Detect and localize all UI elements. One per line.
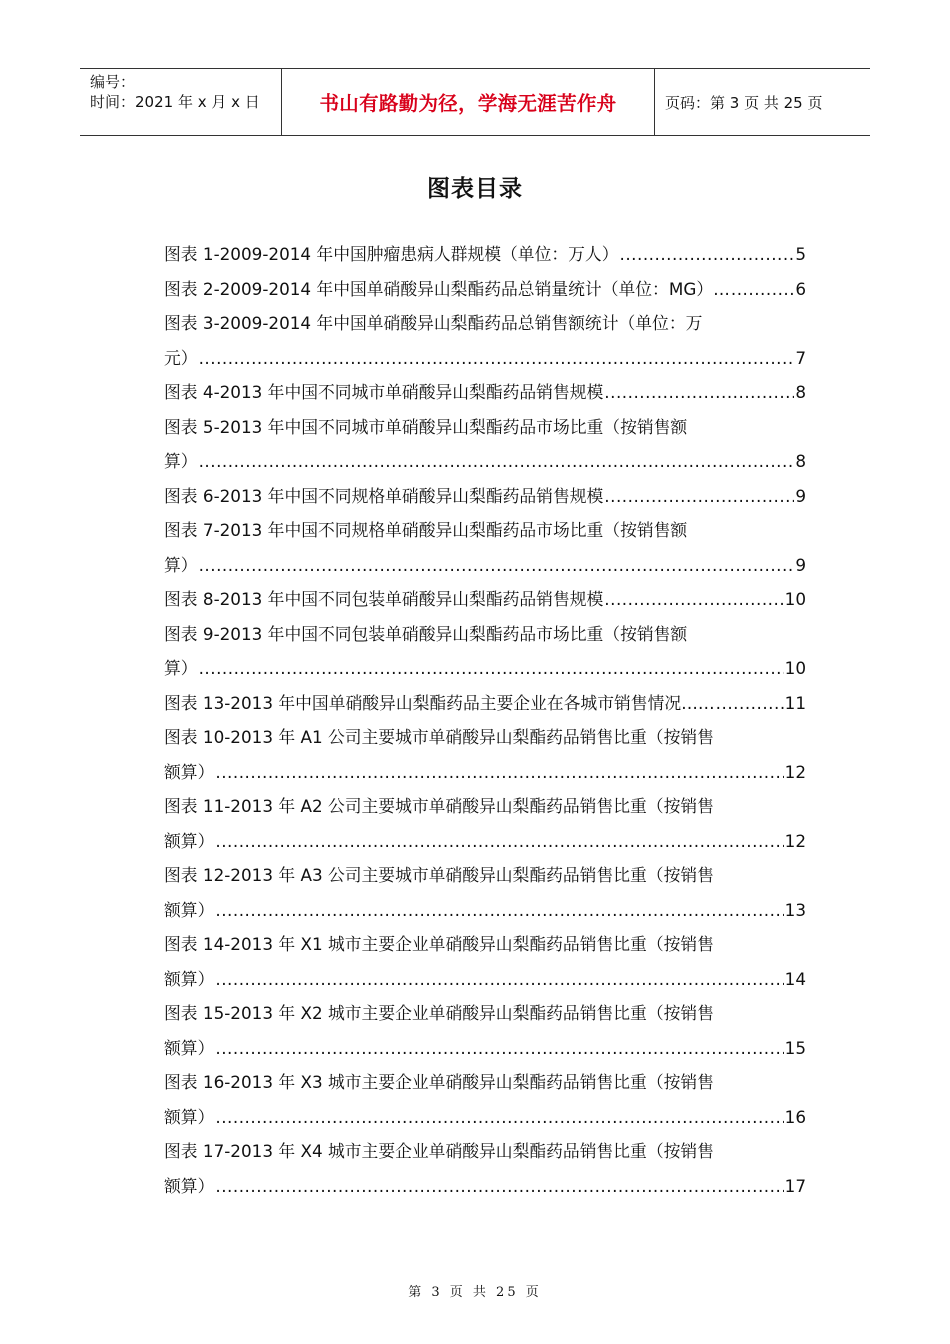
- toc-page-number: 8: [795, 451, 806, 471]
- toc-entry-line: [164, 996, 806, 1031]
- toc-dot-leader: [731, 272, 794, 307]
- toc-entry-line: [164, 341, 806, 376]
- toc-entry-line: [164, 272, 806, 307]
- toc-entry-line: [164, 1169, 806, 1204]
- toc-entry[interactable]: [164, 686, 806, 721]
- header-motto: 书山有路勤为径，学海无涯苦作舟: [282, 69, 655, 135]
- toc-entry-line: [164, 755, 806, 790]
- toc-entry[interactable]: [164, 306, 806, 375]
- toc-entry[interactable]: [164, 720, 806, 789]
- header-page-info: 页码：第 3 页 共 25 页: [665, 93, 823, 112]
- toc-entry[interactable]: [164, 410, 806, 479]
- toc-entry[interactable]: [164, 582, 806, 617]
- toc-page-number: 17: [784, 1175, 806, 1196]
- toc-entry-line: [164, 1100, 806, 1135]
- toc-entry[interactable]: [164, 1065, 806, 1134]
- toc-entry-line: [164, 1065, 806, 1100]
- toc-entry-text: 图表 4-2013 年中国不同城市单硝酸异山梨酯药品销售规模: [164, 382, 604, 402]
- toc-entry-text: 图表 1-2009-2014 年中国肿瘤患病人群规模（单位：万人）: [164, 244, 619, 264]
- toc-dot-leader: [215, 755, 783, 790]
- toc-entry-line: [164, 789, 806, 824]
- toc-page-number: 12: [784, 761, 806, 782]
- toc-entry[interactable]: [164, 927, 806, 996]
- toc-entry-text: 图表 15-2013 年 X2 城市主要企业单硝酸异山梨酯药品销售比重（按销售: [164, 1003, 714, 1023]
- toc-entry-line: [164, 237, 806, 272]
- toc-entry-continuation: 算）: [164, 658, 198, 678]
- document-date: 时间：2021 年 x 月 x 日: [90, 93, 260, 111]
- toc-entry-text: 图表 3-2009-2014 年中国单硝酸异山梨酯药品总销售额统计（单位：万: [164, 313, 703, 333]
- toc-page-number: 12: [784, 830, 806, 851]
- toc-page-number: 9: [795, 554, 806, 575]
- toc-entry-line: [164, 306, 806, 341]
- toc-entry-text: 图表 16-2013 年 X3 城市主要企业单硝酸异山梨酯药品销售比重（按销售: [164, 1072, 714, 1092]
- toc-entry-text: 图表 13-2013 年中国单硝酸异山梨酯药品主要企业在各城市销售情况……: [164, 692, 715, 713]
- toc-dot-leader: [199, 341, 795, 376]
- toc-entry[interactable]: [164, 272, 806, 307]
- toc-page-number: 10: [784, 658, 806, 678]
- toc-dot-leader: [215, 1169, 783, 1204]
- toc-entry-line: [164, 962, 806, 997]
- toc-entry-text: 图表 6-2013 年中国不同规格单硝酸异山梨酯药品销售规模: [164, 485, 604, 506]
- toc-entry-text: 图表 9-2013 年中国不同包装单硝酸异山梨酯药品市场比重（按销售额: [164, 623, 688, 644]
- toc-entry-line: [164, 858, 806, 893]
- toc-dot-leader: [604, 582, 783, 617]
- toc-dot-leader: [215, 893, 783, 928]
- toc-entry[interactable]: [164, 375, 806, 410]
- toc-dot-leader: [215, 962, 783, 997]
- toc-entry-line: [164, 1031, 806, 1066]
- toc-entry[interactable]: [164, 1134, 806, 1203]
- toc-entry-line: [164, 893, 806, 928]
- toc-dot-leader: [199, 548, 795, 583]
- toc-page-number: 13: [784, 899, 806, 920]
- toc-entry-continuation: 额算）: [164, 899, 215, 920]
- toc-entry-line: [164, 1134, 806, 1169]
- toc-entry-continuation: 额算）: [164, 1037, 215, 1058]
- toc-entry-continuation: 额算）: [164, 1106, 215, 1127]
- toc-entry-line: [164, 927, 806, 962]
- toc-page-number: 6: [795, 278, 806, 299]
- toc-dot-leader: [620, 237, 795, 272]
- toc-entry-line: [164, 686, 806, 721]
- page-footer: 第 3 页 共 25 页: [408, 1285, 542, 1300]
- toc-entry-text: 图表 12-2013 年 A3 公司主要城市单硝酸异山梨酯药品销售比重（按销售: [164, 865, 714, 885]
- toc-entry-line: [164, 824, 806, 859]
- toc-dot-leader: [215, 1100, 783, 1135]
- toc-entry-line: [164, 651, 806, 686]
- toc-dot-leader: [215, 1031, 783, 1066]
- toc-entry-text: 图表 5-2013 年中国不同城市单硝酸异山梨酯药品市场比重（按销售额: [164, 416, 688, 437]
- toc-entry-continuation: 算）: [164, 554, 198, 575]
- toc-dot-leader: [199, 444, 795, 479]
- toc-entry[interactable]: [164, 789, 806, 858]
- toc-entry-text: 图表 17-2013 年 X4 城市主要企业单硝酸异山梨酯药品销售比重（按销售: [164, 1141, 714, 1161]
- table-of-figures: [164, 237, 806, 1203]
- toc-entry-line: [164, 582, 806, 617]
- toc-entry[interactable]: [164, 513, 806, 582]
- page-header: [80, 68, 870, 136]
- toc-entry-text: 图表 7-2013 年中国不同规格单硝酸异山梨酯药品市场比重（按销售额: [164, 520, 688, 540]
- document-number-label: 编号：: [90, 73, 136, 91]
- toc-dot-leader: [604, 479, 794, 514]
- toc-entry-text: 图表 11-2013 年 A2 公司主要城市单硝酸异山梨酯药品销售比重（按销售: [164, 796, 714, 816]
- toc-dot-leader: [199, 651, 784, 686]
- toc-entry[interactable]: [164, 237, 806, 272]
- toc-page-number: 5: [795, 244, 806, 264]
- toc-entry-line: [164, 410, 806, 445]
- toc-entry-text: 图表 10-2013 年 A1 公司主要城市单硝酸异山梨酯药品销售比重（按销售: [164, 727, 714, 747]
- toc-page-number: 7: [795, 347, 806, 368]
- header-meta: [80, 69, 282, 135]
- toc-entry-continuation: 额算）: [164, 1175, 215, 1196]
- toc-dot-leader: [716, 686, 784, 721]
- toc-page-number: 15: [784, 1037, 806, 1058]
- toc-entry-continuation: 算）: [164, 451, 198, 471]
- toc-entry-continuation: 额算）: [164, 761, 215, 782]
- toc-page-number: 9: [795, 485, 806, 506]
- toc-page-number: 14: [784, 968, 806, 989]
- toc-entry-line: [164, 720, 806, 755]
- toc-page-number: 11: [784, 692, 806, 713]
- toc-entry-line: [164, 479, 806, 514]
- toc-entry-line: [164, 375, 806, 410]
- toc-entry[interactable]: [164, 858, 806, 927]
- toc-dot-leader: [604, 375, 794, 410]
- toc-entry-line: [164, 548, 806, 583]
- toc-entry-line: [164, 513, 806, 548]
- toc-entry[interactable]: [164, 996, 806, 1065]
- toc-entry-continuation: 额算）: [164, 830, 215, 851]
- toc-entry-line: [164, 617, 806, 652]
- toc-dot-leader: [215, 824, 783, 859]
- toc-entry-continuation: 元）: [164, 347, 198, 368]
- toc-entry-text: 图表 8-2013 年中国不同包装单硝酸异山梨酯药品销售规模: [164, 589, 604, 609]
- toc-entry-text: 图表 14-2013 年 X1 城市主要企业单硝酸异山梨酯药品销售比重（按销售: [164, 934, 714, 954]
- toc-entry[interactable]: [164, 479, 806, 514]
- toc-page-number: 10: [784, 589, 806, 609]
- toc-entry-line: [164, 444, 806, 479]
- toc-entry-text: 图表 2-2009-2014 年中国单硝酸异山梨酯药品总销量统计（单位：MG）…: [164, 278, 730, 299]
- toc-page-number: 8: [795, 382, 806, 402]
- page-title: 图表目录: [427, 176, 523, 202]
- toc-entry[interactable]: [164, 617, 806, 686]
- toc-entry-continuation: 额算）: [164, 968, 215, 989]
- toc-page-number: 16: [784, 1106, 806, 1127]
